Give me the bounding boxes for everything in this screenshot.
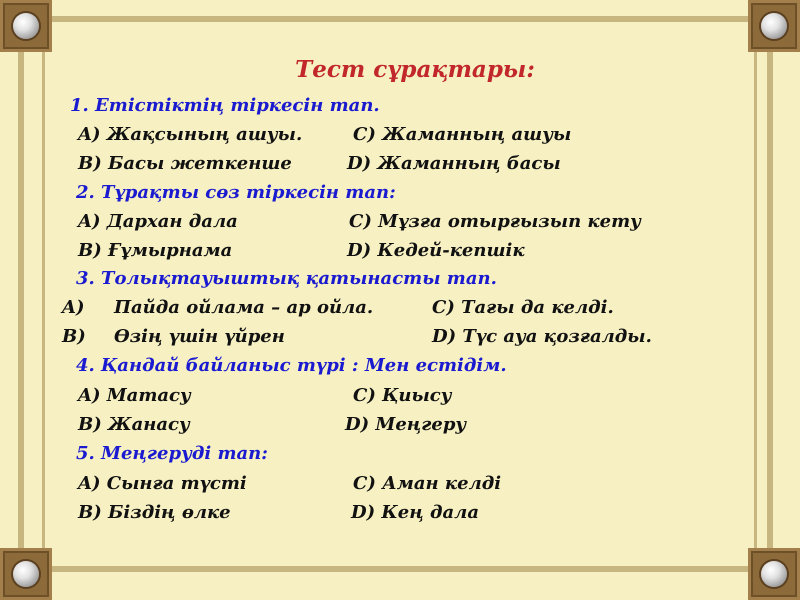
slide-title: Тест сұрақтары: [295,56,535,83]
q3-option-b: Өзің үшін үйрен [114,326,285,347]
q1-option-b: B) Басы жеткенше [78,153,292,174]
frame-right-inner-rail [754,0,757,600]
q3-option-d: D) Түс ауа қозғалды. [432,326,652,347]
q4-option-d: D) Меңгеру [345,414,467,435]
q4-option-c: C) Қиысу [353,385,452,406]
q3-option-b-letter: B) [62,326,86,347]
corner-knob-icon [13,561,39,587]
q4-option-a: A) Матасу [78,385,191,406]
q4-option-b: B) Жанасу [78,414,190,435]
q1-option-a: A) Жақсының ашуы. [78,124,303,145]
frame-left-rail [18,0,24,600]
corner-top-left [0,0,52,52]
q5-option-b: B) Біздің өлке [78,502,231,523]
q5-option-c: C) Аман келді [353,473,502,494]
q3-option-a-letter: A) [62,297,85,318]
question-3: 3. Толықтауыштық қатынасты тап. [76,268,497,289]
q1-option-c: C) Жаманның ашуы [353,124,572,145]
q2-option-b: B) Ғұмырнама [78,240,233,261]
q5-option-d: D) Кең дала [351,502,479,523]
frame-left-inner-rail [42,0,45,600]
q3-option-a: Пайда ойлама – ар ойла. [114,297,374,318]
frame-top-rail [0,16,800,22]
corner-bottom-left [0,548,52,600]
corner-knob-icon [761,13,787,39]
corner-bottom-right [748,548,800,600]
q1-option-d: D) Жаманның басы [347,153,561,174]
question-1: 1. Етістіктің тіркесін тап. [70,95,380,116]
frame-bottom-rail [0,566,800,572]
q2-option-c: C) Мұзға отырғызып кету [349,211,641,232]
corner-knob-icon [13,13,39,39]
q2-option-a: A) Дархан дала [78,211,238,232]
question-5: 5. Меңгеруді тап: [76,443,268,464]
q5-option-a: A) Сынға түсті [78,473,247,494]
q2-option-d: D) Кедей-кепшік [347,240,525,261]
question-2: 2. Тұрақты сөз тіркесін тап: [76,182,396,203]
question-4: 4. Қандай байланыс түрі : Мен естідім. [76,355,507,376]
corner-knob-icon [761,561,787,587]
frame-right-rail [767,0,773,600]
q3-option-c: C) Тағы да келді. [432,297,614,318]
corner-top-right [748,0,800,52]
